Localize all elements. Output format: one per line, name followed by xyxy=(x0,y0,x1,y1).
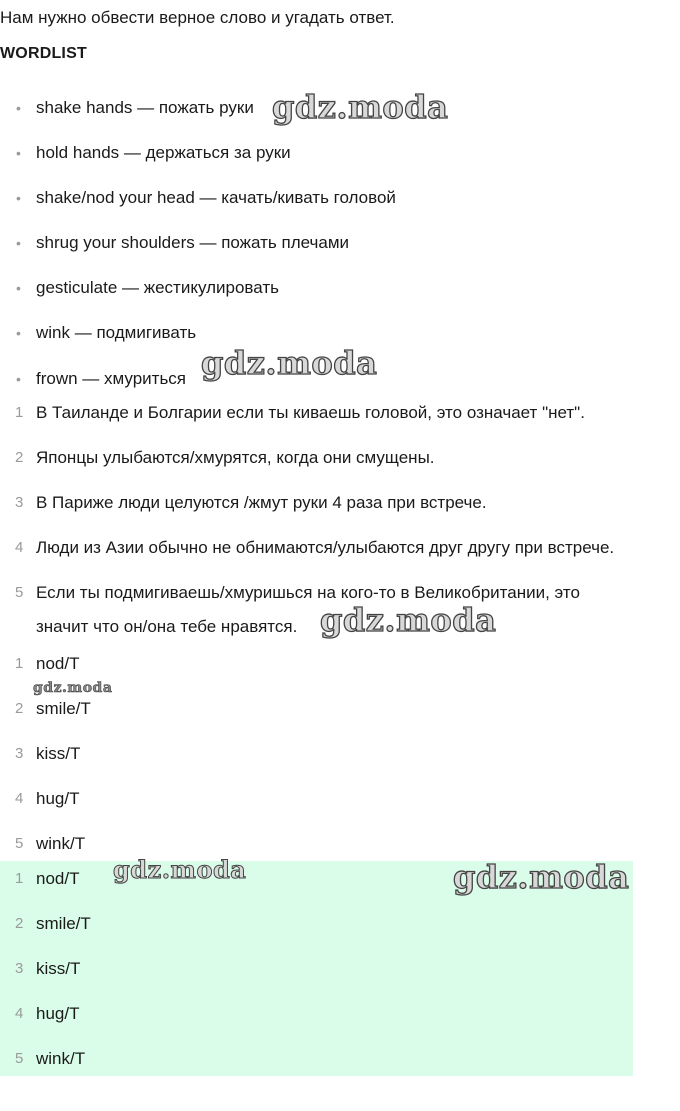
bullet-icon: • xyxy=(16,100,21,116)
bullet-icon: • xyxy=(16,280,21,296)
watermark: gdz.moda xyxy=(453,858,630,896)
answer-text: nod/T xyxy=(36,869,80,888)
item-number: 2 xyxy=(15,449,24,466)
item-number: 2 xyxy=(15,700,24,717)
answer-text: wink/T xyxy=(36,834,86,853)
item-number: 5 xyxy=(15,1050,24,1067)
sentence-text: Японцы улыбаются/хмурятся, когда они смущены. xyxy=(36,448,435,467)
answer-text: smile/T xyxy=(36,699,91,718)
sentence-text: Люди из Азии обычно не обнимаются/улыбаются друг другу при встрече. xyxy=(36,538,615,557)
item-number: 1 xyxy=(15,404,24,421)
list-item-text: frown — хмуриться xyxy=(36,369,187,388)
answer-text: nod/T xyxy=(36,654,80,673)
answer-text: wink/T xyxy=(36,1049,86,1068)
bullet-icon: • xyxy=(16,235,21,251)
answer-text: hug/T xyxy=(36,789,80,808)
watermark: gdz.moda xyxy=(320,601,497,639)
sentence-text: В Таиланде и Болгарии если ты киваешь головой, это означает "нет". xyxy=(36,403,585,422)
watermark: gdz.moda xyxy=(272,88,449,126)
sentence-text: В Париже люди целуются /жмут руки 4 раза при встрече. xyxy=(36,493,487,512)
intro-text: Нам нужно обвести верное слово и угадать ответ. xyxy=(0,8,395,27)
item-number: 5 xyxy=(15,584,24,601)
item-number: 2 xyxy=(15,915,24,932)
bullet-icon: • xyxy=(16,325,21,341)
answer-text: hug/T xyxy=(36,1004,80,1023)
list-item-text: shake/nod your head — качать/кивать головой xyxy=(36,188,396,207)
item-number: 3 xyxy=(15,494,24,511)
wordlist-heading: WORDLIST xyxy=(0,45,87,62)
watermark: gdz.moda xyxy=(113,855,247,884)
list-item-text: gesticulate — жестикулировать xyxy=(36,278,279,297)
item-number: 4 xyxy=(15,539,24,556)
item-number: 1 xyxy=(15,655,24,672)
list-item-text: wink — подмигивать xyxy=(36,323,197,342)
item-number: 5 xyxy=(15,835,24,852)
bullet-icon: • xyxy=(16,371,21,387)
bullet-icon: • xyxy=(16,190,21,206)
answer-text: smile/T xyxy=(36,914,91,933)
sentence-text: Если ты подмигиваешь/хмуришься на кого-то в Великобритании, это xyxy=(36,583,580,602)
watermark: gdz.moda xyxy=(33,680,113,696)
list-item-text: shrug your shoulders — пожать плечами xyxy=(36,233,349,252)
item-number: 4 xyxy=(15,1005,24,1022)
bullet-icon: • xyxy=(16,145,21,161)
item-number: 3 xyxy=(15,960,24,977)
answer-text: kiss/T xyxy=(36,959,81,978)
sentence-text-continued: значит что он/она тебе нравятся. xyxy=(36,617,298,636)
item-number: 4 xyxy=(15,790,24,807)
item-number: 1 xyxy=(15,870,24,887)
watermark: gdz.moda xyxy=(201,344,378,382)
list-item-text: hold hands — держаться за руки xyxy=(36,143,291,162)
item-number: 3 xyxy=(15,745,24,762)
answer-text: kiss/T xyxy=(36,744,81,763)
list-item-text: shake hands — пожать руки xyxy=(36,98,254,117)
